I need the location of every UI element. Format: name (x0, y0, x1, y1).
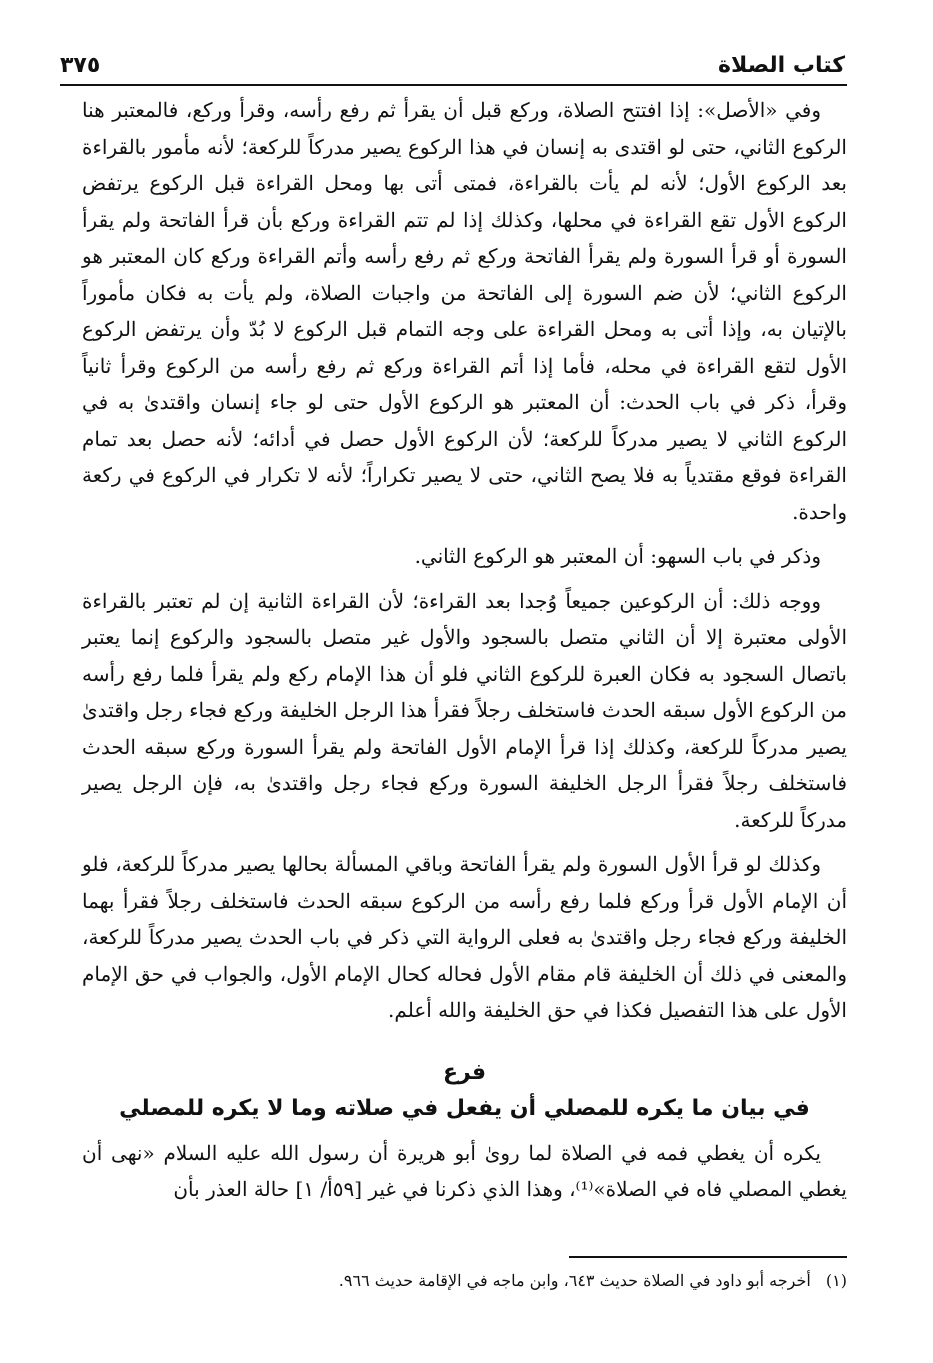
section-paragraph: يكره أن يغطي فمه في الصلاة لما روىٰ أبو هريرة أن رسول الله عليه السلام «نهى أن يغطي المصلي فاه في الصلاة»⁽¹⁾، وهذا الذي ذكرنا في غير [٥٩أ/ ١] حالة العذر بأن (82, 1140, 847, 1201)
book-title: كتاب الصلاة (718, 53, 845, 78)
paragraph-asl: وفي «الأصل»: إذا افتتح الصلاة، وركع قبل أن يقرأ ثم رفع رأسه، وقرأ وركع، فالمعتبر هنا الركوع الثاني، حتى لو اقتدى به إنسان في هذا الركوع يصير مدركاً للركعة؛ لأنه مأمور بالقراءة بعد الركوع الأول؛ لأنه لم يأت بالقراءة، فمتى أتى بها ومحل القراءة قبل الركوع يرتفض الركوع الأول تقع القراءة في محلها، وكذلك إذا لم تتم القراءة وركع بأن قرأ الفاتحة ولم يقرأ السورة أو قرأ السورة ولم يقرأ الفاتحة وركع ثم رفع رأسه وأتم القراءة وركع كان المعتبر هو الركوع الثاني؛ لأن ضم السورة إلى الفاتحة من واجبات الصلاة، ولم يأت به فكان مأموراً بالإتيان به، وإذا أتى به ومحل القراءة على وجه التمام قبل الركوع لا بُدّ وأن يرتفض الركوع الأول لتقع القراءة في محله، فأما إذا أتم القراءة وركع ثم رفع رأسه من الركوع وقرأ ثانياً وقرأ، ذكر في باب الحدث: أن المعتبر هو الركوع الأول حتى لو جاء إنسان واقتدىٰ به في الركوع الثاني لا يصير مدركاً للركعة؛ لأن الركوع الأول حصل في أدائه؛ لأنه حصل بعد تمام القراءة فوقع مقتدياً به فلا يصح الثاني، حتى لا يصير تكراراً؛ لأنه لا تكرار في الركوع في ركعة واحدة. (82, 98, 847, 524)
footnote-text: أخرجه أبو داود في الصلاة حديث ٦٤٣، وابن ماجه في الإقامة حديث ٩٦٦. (338, 1271, 811, 1290)
running-header (60, 34, 845, 78)
footnote-number: (١) (825, 1271, 847, 1290)
header-rule (60, 84, 847, 86)
paragraph-wajh: ووجه ذلك: أن الركوعين جميعاً وُجدا بعد القراءة؛ لأن القراءة الثانية إن لم تعتبر بالقراءة الأولى معتبرة إلا أن الثاني متصل بالسجود والأول غير متصل بالسجود والركوع إنما يعتبر باتصال السجود به فكان العبرة للركوع الثاني فلو أن هذا الإمام ركع ولم يقرأ فلما رفع رأسه من الركوع الأول سبقه الحدث فاستخلف رجلاً فقرأ هذا الرجل الخليفة وركع فجاء رجل واقتدىٰ يصير مدركاً للركعة، وكذلك إذا قرأ الإمام الأول الفاتحة ولم يقرأ السورة وركع سبقه الحدث فاستخلف رجلاً فقرأ الرجل الخليفة السورة وركع فجاء رجل واقتدىٰ به، فإن الرجل يصير مدركاً للركعة. (82, 588, 848, 832)
page-number: ٣٧٥ (60, 53, 101, 78)
section-subtitle: في بيان ما يكره للمصلي أن يفعل في صلاته وما لا يكره للمصلي (119, 1095, 810, 1121)
section-heading (82, 1055, 847, 1127)
paragraph-kadhalik: وكذلك لو قرأ الأول السورة ولم يقرأ الفاتحة وباقي المسألة بحالها يصير مدركاً للركعة، فلو أن الإمام الأول قرأ وركع فلما رفع رأسه من الركوع سبقه الحدث فاستخلف رجلاً فقرأ بهما الخليفة وركع فجاء رجل واقتدىٰ به فعلى الرواية التي ذكر في باب الحدث يصير مدركاً للركعة، والمعنى في ذلك أن الخليفة قام مقام الأول فحاله كحال الإمام الأول، والجواب في حق الإمام الأول على هذا التفصيل فكذا في حق الخليفة والله أعلم. (82, 852, 847, 1022)
footnote-rule (569, 1256, 847, 1258)
section-title: فرع (442, 1059, 487, 1085)
paragraph-sahw: وذكر في باب السهو: أن المعتبر هو الركوع الثاني. (414, 544, 821, 568)
body-text (82, 92, 847, 1216)
footnote (82, 1268, 847, 1294)
